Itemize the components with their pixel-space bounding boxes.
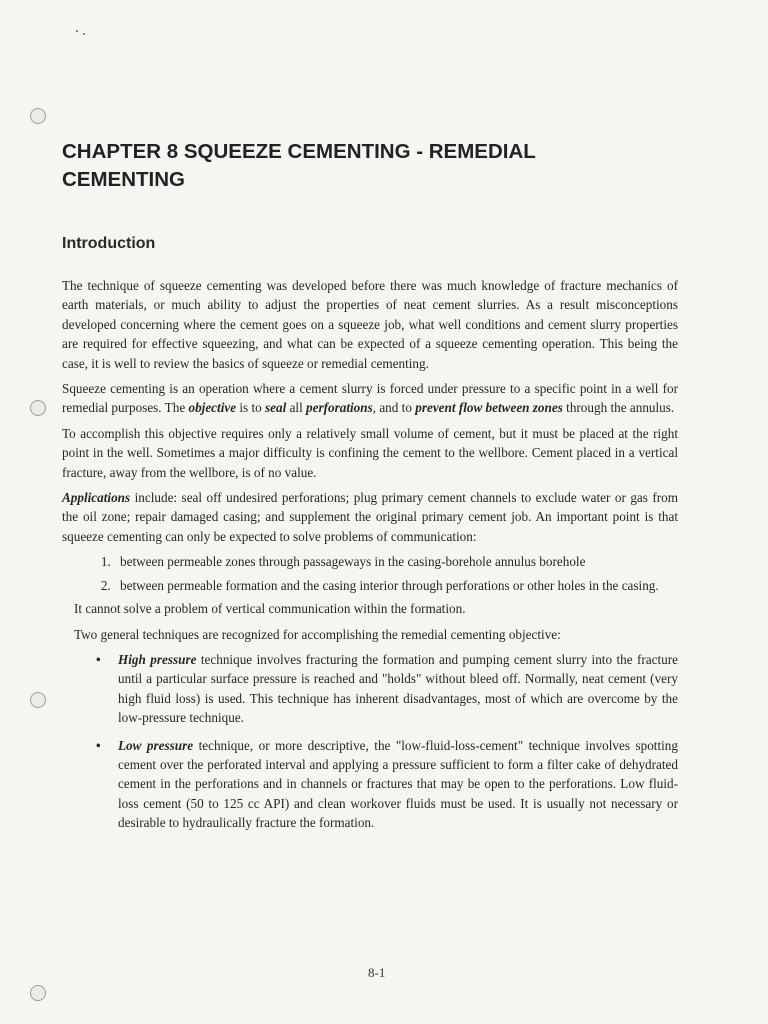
emphasis-objective: objective [188,400,237,416]
punch-hole [30,985,46,1001]
text-run: , and to [372,400,416,416]
bullet-glyph: • [96,737,101,753]
emphasis-low-pressure: Low pressure [118,737,194,753]
paragraph-definition [62,379,678,418]
text-run: include: seal off undesired perforations; plug primary cement channels to exclude water or gas from the oil zone; repair damaged casing; and supplement the original primary cement job. An important point is that squeeze cementing can only be expected to solve problems of communication: [62,490,678,544]
scan-speck [83,33,85,35]
document-body [62,276,678,841]
page-number: 8-1 [368,965,386,980]
techniques-list [62,650,678,833]
emphasis-perforations: perforations [306,400,373,416]
emphasis-high-pressure: High pressure [118,651,197,667]
paragraph-applications [62,488,678,546]
punch-hole [30,692,46,708]
text-run: technique, or more descriptive, the "low-fluid-loss-cement" technique involves spotting cement over the perforated interval and applying a pressure sufficient to form a filter cake of dehydrated cement in the perforations and in channels or fractures that may be open to the perforations. Low fluid-loss cement (50 to 125 cc API) and clean workover fluids must be used. It is usually not necessary or desirable to hydraulically fracture the formation. [118,737,678,831]
punch-hole [30,400,46,416]
emphasis-seal: seal [265,400,287,416]
text-run: all [286,400,307,416]
list-item: 2. between permeable formation and the casing interior through perforations or other holes in the casing. [114,576,678,595]
text-run: technique involves fracturing the formation and pumping cement slurry into the fracture until a particular surface pressure is reached and "holds" without bleed off. Normally, neat cement (very high fluid loss) is used. This technique has inherent disadvantages, most of which are overcome by the low-pressure technique. [118,651,679,726]
paragraph-objective: To accomplish this objective requires only a relatively small volume of cement, but it must be placed at the right point in the well. Sometimes a major difficulty is confining the cement to the wellbore. Cement placed in a vertical fracture, away from the wellbore, is of no value. [62,425,678,480]
paragraph-intro: The technique of squeeze cementing was developed before there was much knowledge of fracture mechanics of earth materials, or much ability to adjust the properties of neat cement slurries. As a result misconceptions developed concerning where the cement goes on a squeeze job, what well conditions and cement slurry properties are required for effective squeezing, and what can be expected of a squeeze cementing operation. This being the case, it is well to review the basics of squeeze or remedial cementing. [62,278,678,371]
punch-hole [30,108,46,124]
list-item: 1. between permeable zones through passageways in the casing-borehole annulus borehole [114,552,678,571]
communication-list [62,552,678,595]
bullet-glyph: • [96,651,101,667]
text-run: is to [236,400,266,416]
paragraph-limitation: It cannot solve a problem of vertical communication within the formation. [74,601,466,617]
section-heading: Introduction [62,235,156,252]
paragraph-techniques: Two general techniques are recognized for accomplishing the remedial cementing objective: [74,626,561,642]
text-run: Squeeze cementing is an operation where a cement slurry is forced under pressure to a specific point in a well for remedial purposes. The [62,381,678,416]
emphasis-prevent-flow: prevent flow between zones [415,400,563,416]
list-item-low-pressure [96,736,678,833]
list-item-high-pressure [96,650,679,728]
scan-speck [76,30,78,32]
emphasis-applications: Applications [62,490,131,506]
chapter-title: CHAPTER 8 SQUEEZE CEMENTING - REMEDIAL CEMENTING [62,140,536,191]
text-run: through the annulus. [562,400,675,416]
